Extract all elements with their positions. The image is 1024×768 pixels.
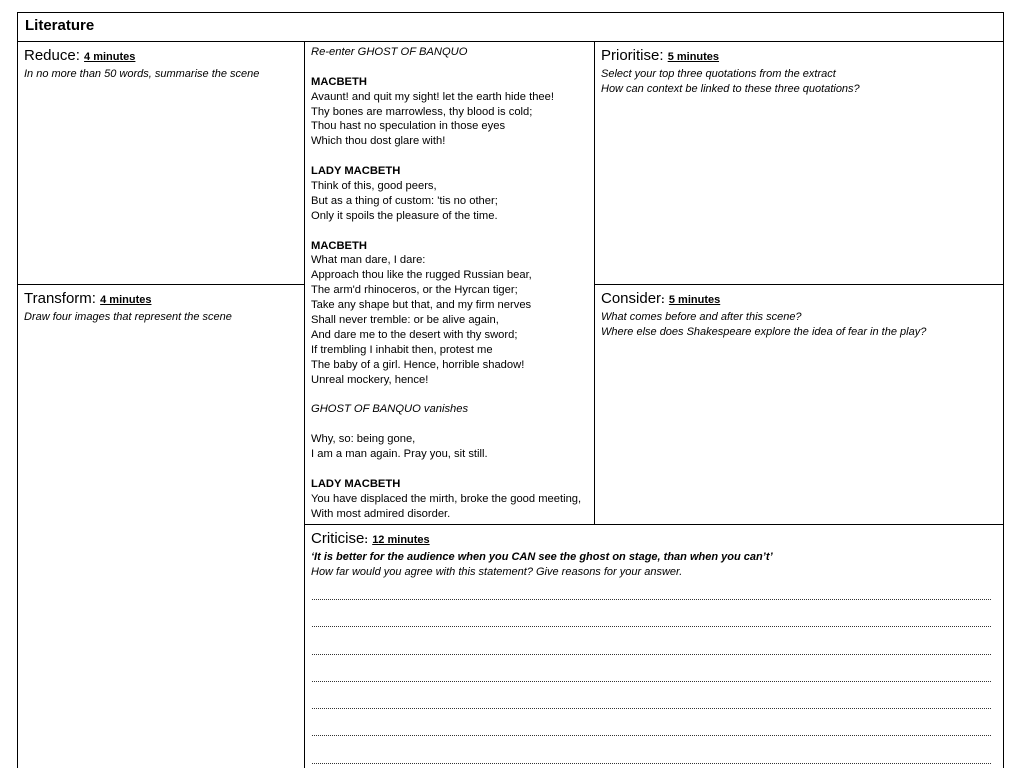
consider-heading: [601, 289, 999, 310]
verse-line: Only it spoils the pleasure of the time.: [311, 209, 498, 222]
verse-line: You have displaced the mirth, broke the good meeting,: [311, 492, 582, 505]
blank-line: [311, 417, 591, 432]
speaker-name: MACBETH: [311, 75, 367, 88]
criticise-section: [311, 529, 999, 580]
column-divider-left: [304, 41, 305, 768]
answer-line[interactable]: [312, 708, 991, 709]
prioritise-instruction: Select your top three quotations from the extract: [601, 68, 836, 80]
verse-line: Avaunt! and quit my sight! let the earth hide thee!: [311, 90, 554, 103]
left-border: [17, 12, 18, 768]
prioritise-time: 5 minutes: [667, 51, 720, 63]
criticise-time: 12 minutes: [372, 534, 430, 546]
criticise-instruction: How far would you agree with this statement? Give reasons for your answer.: [311, 566, 683, 578]
verse-line: What man dare, I dare:: [311, 254, 426, 267]
answer-line[interactable]: [312, 599, 991, 600]
top-border: [17, 12, 1004, 13]
verse-line: Why, so: being gone,: [311, 433, 416, 446]
blank-line: [311, 224, 591, 239]
column-divider-right: [594, 41, 595, 525]
verse-line: The baby of a girl. Hence, horrible shadow!: [311, 358, 525, 371]
verse-line: Unreal mockery, hence!: [311, 373, 429, 386]
consider-instruction: What comes before and after this scene?: [601, 311, 802, 323]
transform-section: [24, 289, 300, 325]
prioritise-section: [601, 46, 999, 97]
criticise-colon: :: [364, 534, 369, 546]
criticise-heading: [311, 529, 999, 550]
blank-line: [311, 462, 591, 477]
consider-instruction: Where else does Shakespeare explore the idea of fear in the play?: [601, 326, 927, 338]
answer-line[interactable]: [312, 626, 991, 627]
verse-line: Thy bones are marrowless, thy blood is cold;: [311, 105, 533, 118]
prioritise-instruction: How can context be linked to these three quotations?: [601, 83, 860, 95]
prioritise-title: Prioritise:: [601, 47, 664, 64]
answer-line[interactable]: [312, 654, 991, 655]
reduce-section: [24, 46, 300, 82]
speaker-name: LADY MACBETH: [311, 477, 401, 490]
stage-direction: GHOST OF BANQUO vanishes: [311, 403, 469, 416]
verse-line: Shall never tremble: or be alive again,: [311, 314, 499, 327]
verse-line: Approach thou like the rugged Russian bear,: [311, 269, 532, 282]
upper-row-divider-right: [594, 284, 1004, 285]
verse-line: With most admired disorder.: [311, 507, 451, 520]
reduce-title: Reduce:: [24, 47, 80, 64]
verse-line: I am a man again. Pray you, sit still.: [311, 448, 488, 461]
answer-line[interactable]: [312, 763, 991, 764]
transform-time: 4 minutes: [100, 294, 152, 306]
upper-row-divider: [17, 284, 305, 285]
lower-row-divider: [304, 524, 1004, 525]
speaker-name: LADY MACBETH: [311, 165, 401, 178]
prioritise-heading: [601, 46, 999, 67]
reduce-heading: [24, 46, 300, 67]
page-title: Literature: [25, 17, 95, 34]
verse-line: Thou hast no speculation in those eyes: [311, 120, 506, 133]
consider-time: 5 minutes: [668, 294, 721, 306]
criticise-title: Criticise: [311, 530, 365, 547]
transform-title: Transform:: [24, 290, 96, 307]
consider-section: [601, 289, 999, 340]
stage-direction: Re-enter GHOST OF BANQUO: [311, 46, 468, 58]
blank-line: [311, 387, 591, 402]
right-border: [1003, 12, 1004, 768]
transform-instruction: Draw four images that represent the scene: [24, 311, 232, 323]
verse-line: And dare me to the desert with thy sword;: [311, 328, 518, 341]
answer-line[interactable]: [312, 681, 991, 682]
consider-colon: :: [661, 294, 665, 306]
blank-line: [311, 60, 591, 75]
criticise-statement: ‘It is better for the audience when you CAN see the ghost on stage, than when you can’t’: [311, 551, 773, 563]
verse-line: The arm'd rhinoceros, or the Hyrcan tiger;: [311, 284, 518, 297]
verse-line: Think of this, good peers,: [311, 180, 437, 193]
verse-line: If trembling I inhabit then, protest me: [311, 343, 493, 356]
transform-heading: [24, 289, 300, 310]
play-extract: [311, 45, 591, 522]
verse-line: But as a thing of custom: 'tis no other;: [311, 194, 498, 207]
title-divider: [17, 41, 1004, 42]
verse-line: Which thou dost glare with!: [311, 135, 446, 148]
blank-line: [311, 149, 591, 164]
speaker-name: MACBETH: [311, 239, 367, 252]
answer-line[interactable]: [312, 735, 991, 736]
consider-title: Consider: [601, 290, 662, 307]
reduce-instruction: In no more than 50 words, summarise the scene: [24, 68, 260, 80]
reduce-time: 4 minutes: [84, 51, 136, 63]
verse-line: Take any shape but that, and my firm nerves: [311, 299, 532, 312]
